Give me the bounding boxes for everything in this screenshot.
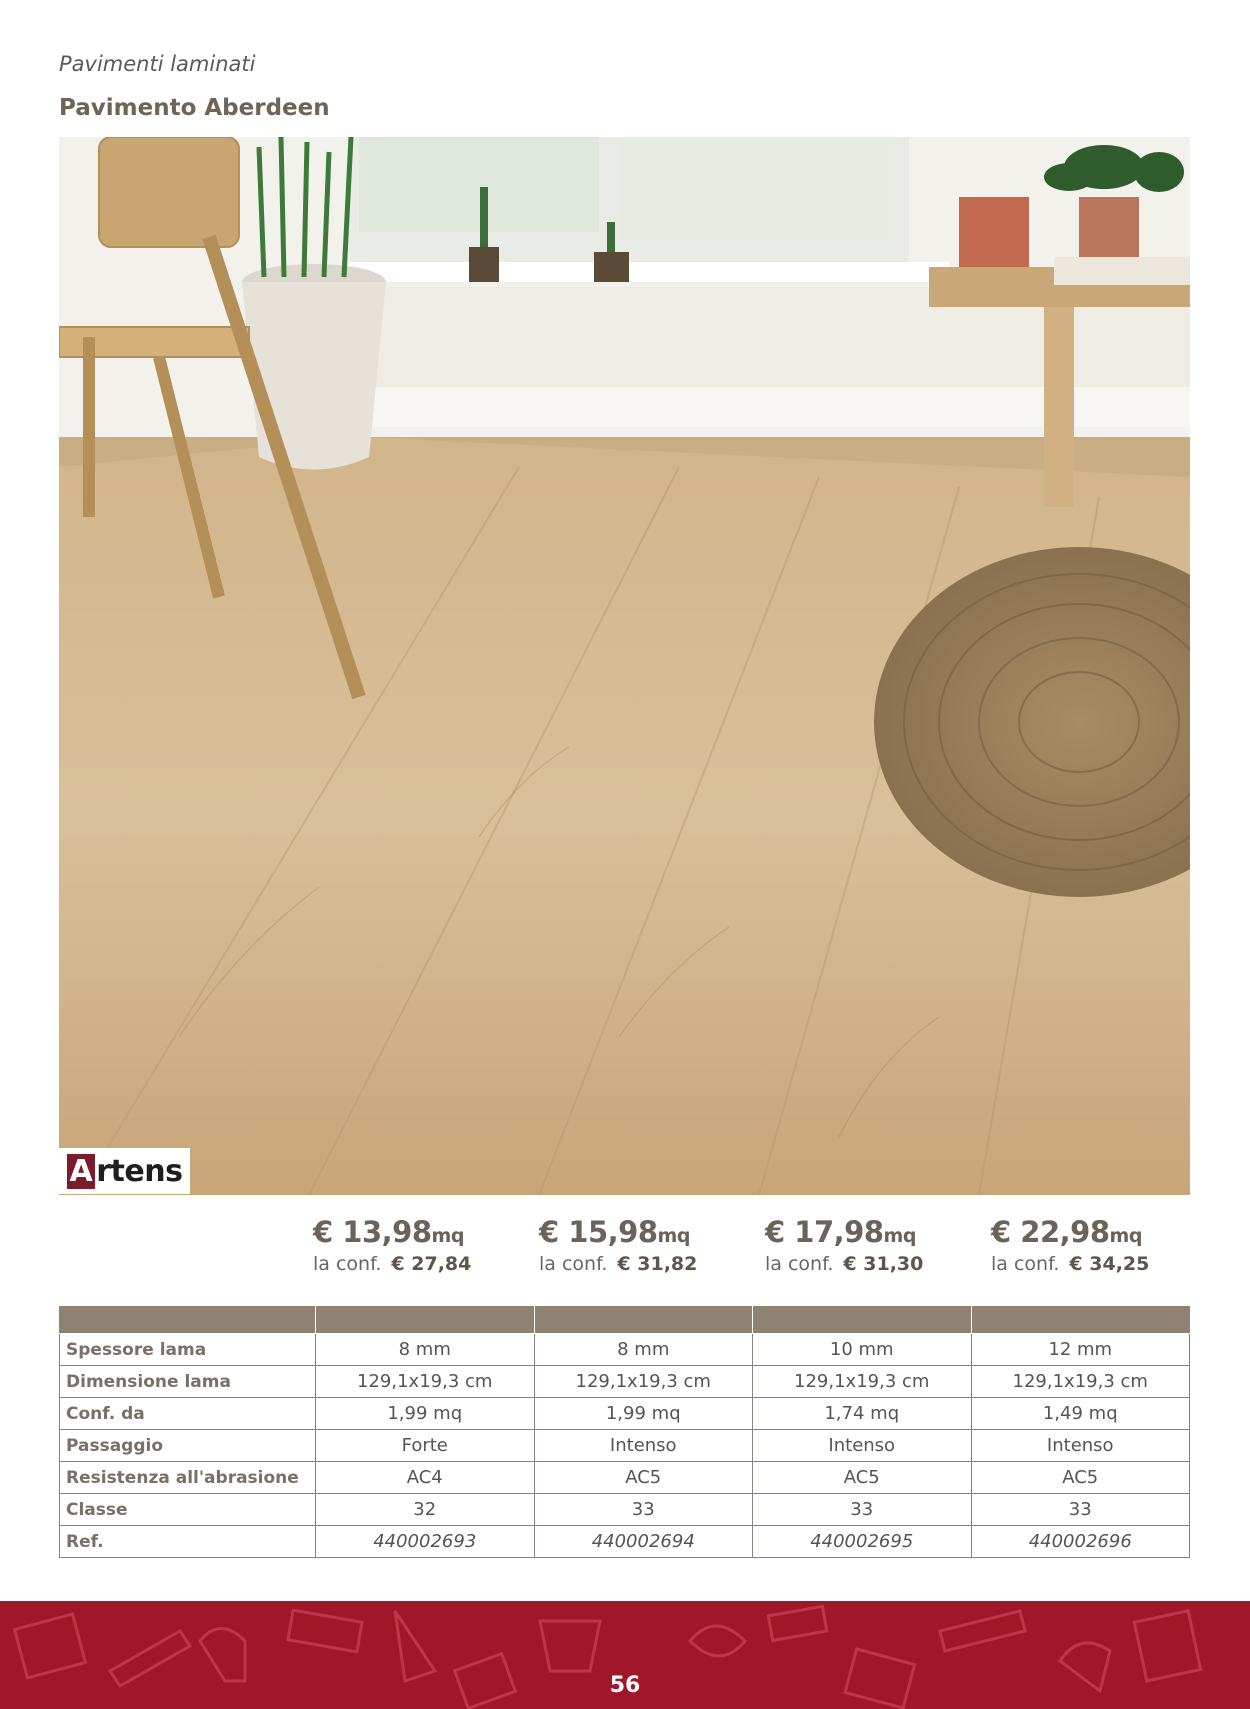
pack-price [539,1253,759,1275]
category-label: Pavimenti laminati [59,52,256,76]
specs-table [59,1306,1190,1558]
table-cell: AC5 [753,1462,972,1494]
table-cell: 8 mm [534,1334,753,1366]
table-cell: 1,74 mq [753,1398,972,1430]
pack-label: la conf. [765,1253,834,1275]
table-cell: AC5 [971,1462,1190,1494]
pack-label: la conf. [313,1253,382,1275]
table-cell: 129,1x19,3 cm [534,1366,753,1398]
table-row [60,1334,1190,1366]
table-cell: AC4 [316,1462,535,1494]
header-cell [60,1307,316,1334]
table-cell: 1,49 mq [971,1398,1190,1430]
table-row [60,1398,1190,1430]
price [991,1215,1211,1249]
product-title: Pavimento Aberdeen [59,95,330,121]
row-label: Ref. [60,1526,316,1558]
table-cell: 440002694 [534,1526,753,1558]
brand-logo-text: rtens [96,1153,183,1189]
specs-header-row [60,1307,1190,1334]
table-cell: 1,99 mq [534,1398,753,1430]
product-photo [59,137,1190,1195]
row-label: Dimensione lama [60,1366,316,1398]
pack-label: la conf. [991,1253,1060,1275]
row-label: Classe [60,1494,316,1526]
header-cell [534,1307,753,1334]
price [313,1215,533,1249]
price-value: € 17,98 [765,1215,884,1249]
table-cell: 10 mm [753,1334,972,1366]
table-cell: 33 [971,1494,1190,1526]
price-block [539,1215,759,1275]
table-cell: Forte [316,1430,535,1462]
price-unit: mq [883,1225,916,1247]
header-cell [971,1307,1190,1334]
row-label: Conf. da [60,1398,316,1430]
price-block [313,1215,533,1275]
pack-label: la conf. [539,1253,608,1275]
price-unit: mq [1109,1225,1142,1247]
pack-price [313,1253,533,1275]
table-cell: 32 [316,1494,535,1526]
table-cell: 440002693 [316,1526,535,1558]
table-cell: 1,99 mq [316,1398,535,1430]
price-unit: mq [657,1225,690,1247]
table-row [60,1462,1190,1494]
pack-price-value: € 31,30 [843,1253,924,1275]
table-cell: 440002696 [971,1526,1190,1558]
price-value: € 13,98 [313,1215,432,1249]
price-block [765,1215,985,1275]
table-cell: 8 mm [316,1334,535,1366]
table-cell: 129,1x19,3 cm [971,1366,1190,1398]
pack-price-value: € 31,82 [617,1253,698,1275]
table-cell: 33 [753,1494,972,1526]
price-value: € 22,98 [991,1215,1110,1249]
pack-price-value: € 27,84 [391,1253,472,1275]
table-row [60,1430,1190,1462]
price-value: € 15,98 [539,1215,658,1249]
table-row [60,1494,1190,1526]
pack-price-value: € 34,25 [1069,1253,1150,1275]
price-block [991,1215,1211,1275]
row-label: Spessore lama [60,1334,316,1366]
table-cell: AC5 [534,1462,753,1494]
pack-price [765,1253,985,1275]
table-row [60,1366,1190,1398]
price-unit: mq [431,1225,464,1247]
table-cell: Intenso [753,1430,972,1462]
table-cell: 440002695 [753,1526,972,1558]
page-number: 56 [609,1673,641,1698]
table-row [60,1526,1190,1558]
header-cell [316,1307,535,1334]
table-cell: 33 [534,1494,753,1526]
price [539,1215,759,1249]
table-cell: Intenso [971,1430,1190,1462]
price-row [0,1215,1250,1295]
price [765,1215,985,1249]
pack-price [991,1253,1211,1275]
brand-logo-initial: A [67,1154,96,1189]
header-cell [753,1307,972,1334]
brand-logo [59,1148,190,1194]
table-cell: 12 mm [971,1334,1190,1366]
table-cell: 129,1x19,3 cm [316,1366,535,1398]
table-cell: 129,1x19,3 cm [753,1366,972,1398]
row-label: Resistenza all'abrasione [60,1462,316,1494]
row-label: Passaggio [60,1430,316,1462]
table-cell: Intenso [534,1430,753,1462]
